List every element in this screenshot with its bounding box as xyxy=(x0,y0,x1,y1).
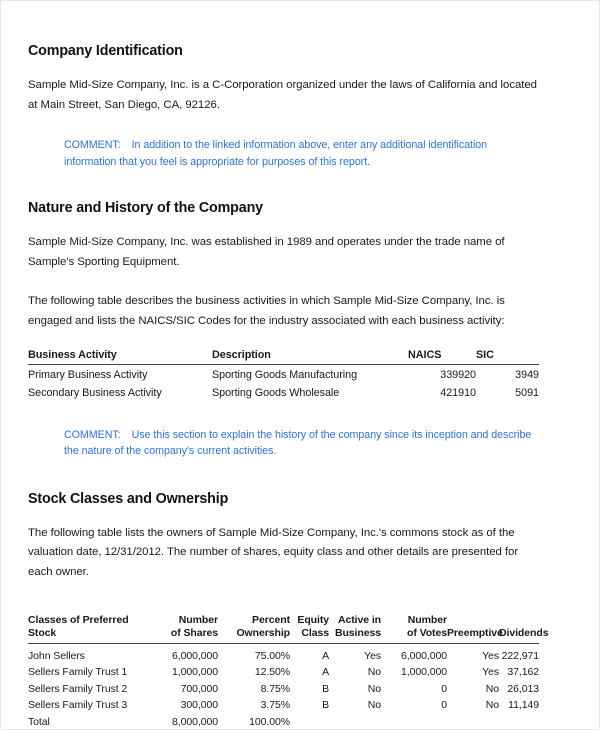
column-header-line1: Number xyxy=(178,613,218,626)
column-header-line1 xyxy=(447,614,499,628)
column-header-line2: of Votes xyxy=(406,627,447,640)
cell-sic: 3949 xyxy=(515,369,539,382)
column-header-line2: Class xyxy=(301,627,329,640)
cell-business-activity: Secondary Business Activity xyxy=(28,387,162,400)
cell-shares: 300,000 xyxy=(180,699,218,712)
column-header-number-of-shares xyxy=(150,600,218,643)
cell-percent: 8.75% xyxy=(260,682,290,695)
cell-preemptive: No xyxy=(485,682,499,695)
cell-dividends: 11,149 xyxy=(508,699,539,712)
cell-active: No xyxy=(367,682,381,695)
stock-ownership-table xyxy=(28,600,549,730)
column-header-percent-ownership xyxy=(218,600,290,643)
column-header-sic: SIC xyxy=(476,348,539,365)
cell-percent: 3.75% xyxy=(260,699,290,712)
cell-percent: 100.00% xyxy=(249,715,290,728)
column-header-classes-of-preferred-stock xyxy=(28,600,150,643)
table-row xyxy=(28,385,539,403)
cell-preemptive: Yes xyxy=(482,666,499,679)
column-header-line1 xyxy=(499,614,539,628)
column-header-active-in-business xyxy=(329,600,381,643)
cell-equity-class: B xyxy=(322,699,329,712)
cell-naics: 339920 xyxy=(440,369,476,382)
column-header-line2: Preemptive xyxy=(447,627,503,640)
cell-naics: 421910 xyxy=(440,387,476,400)
comment-text: In addition to the linked information above, enter any additional identification information that you feel is appropriate for purposes of this report. xyxy=(64,139,488,168)
comment-label: COMMENT: xyxy=(64,428,121,441)
cell-owner: John Sellers xyxy=(28,649,85,662)
cell-dividends: 26,013 xyxy=(507,682,539,695)
column-header-line1: Number xyxy=(407,613,447,626)
column-header-business-activity: Business Activity xyxy=(28,348,212,365)
column-header-line2: Classes of Preferred Stock xyxy=(28,613,129,640)
column-header-line2: Dividends xyxy=(499,627,549,640)
cell-votes: 0 xyxy=(441,682,447,695)
cell-dividends: 222,971 xyxy=(501,649,539,662)
section-heading-company-identification: Company Identification xyxy=(28,43,183,59)
cell-business-activity: Primary Business Activity xyxy=(28,369,148,382)
table-row xyxy=(28,697,539,714)
cell-shares: 700,000 xyxy=(180,682,218,695)
table-header-row xyxy=(28,348,539,365)
comment-label: COMMENT: xyxy=(64,139,121,152)
column-header-line2: Business xyxy=(334,627,381,640)
table-row xyxy=(28,664,539,681)
cell-description: Sporting Goods Manufacturing xyxy=(212,369,358,382)
paragraph-company-identification: Sample Mid-Size Company, Inc. is a C-Corporation organized under the laws of California and located at Main Street, San Diego, CA, 92126. xyxy=(28,79,537,111)
column-header-line2: Ownership xyxy=(236,627,290,640)
cell-owner: Total xyxy=(28,715,50,728)
paragraph-nature-history-2: The following table describes the business activities in which Sample Mid-Size Company, Inc. is engaged and lists the NAICS/SIC Codes for the industry associated with each business activity: xyxy=(28,295,505,327)
column-header-line1: Percent xyxy=(252,613,290,626)
cell-percent: 75.00% xyxy=(254,649,290,662)
section-heading-nature-and-history: Nature and History of the Company xyxy=(28,200,263,217)
cell-active xyxy=(329,714,381,730)
section-heading-stock-classes-and-ownership: Stock Classes and Ownership xyxy=(28,490,229,507)
cell-equity-class: B xyxy=(322,682,329,695)
cell-dividends xyxy=(499,714,539,730)
cell-preemptive: Yes xyxy=(482,649,499,662)
cell-shares: 1,000,000 xyxy=(172,666,218,679)
cell-owner: Sellers Family Trust 1 xyxy=(28,666,128,679)
comment-block-nature-and-history xyxy=(64,427,538,460)
cell-equity-class: A xyxy=(322,649,329,662)
table-row-total xyxy=(28,714,539,730)
column-header-line2: of Shares xyxy=(170,627,218,640)
table-row xyxy=(28,681,539,698)
paragraph-stock-classes: The following table lists the owners of Sample Mid-Size Company, Inc.'s commons stock as of the valuation date, 12/31/2012. The number of shares, equity class and other details are presented for each owner. xyxy=(28,526,519,578)
comment-block-company-identification xyxy=(64,137,538,170)
table-row xyxy=(28,365,539,385)
column-header-number-of-votes xyxy=(381,600,447,643)
stock-table-body xyxy=(28,643,539,730)
cell-votes: 0 xyxy=(441,699,447,712)
cell-owner: Sellers Family Trust 3 xyxy=(28,699,128,712)
cell-sic: 5091 xyxy=(515,387,539,400)
cell-equity-class: A xyxy=(322,666,329,679)
document-content xyxy=(28,1,549,730)
cell-description: Sporting Goods Wholesale xyxy=(212,387,340,400)
column-header-line1 xyxy=(28,600,150,614)
cell-preemptive: No xyxy=(485,699,499,712)
cell-owner: Sellers Family Trust 2 xyxy=(28,682,128,695)
column-header-description: Description xyxy=(212,348,408,365)
cell-percent: 12.50% xyxy=(254,666,290,679)
cell-votes xyxy=(381,714,447,730)
cell-equity-class xyxy=(290,714,329,730)
cell-votes: 1,000,000 xyxy=(401,666,447,679)
paragraph-nature-history-1: Sample Mid-Size Company, Inc. was established in 1989 and operates under the trade name of Sample's Sporting Equipment. xyxy=(28,236,505,268)
cell-active: No xyxy=(367,699,381,712)
table-row xyxy=(28,643,539,664)
column-header-preemptive xyxy=(447,600,503,643)
column-header-line1: Equity xyxy=(297,613,329,626)
cell-shares: 6,000,000 xyxy=(172,649,218,662)
table-header-row xyxy=(28,600,539,643)
cell-active: No xyxy=(367,666,381,679)
comment-text: Use this section to explain the history of the company since its inception and describe the nature of the company's current activities. xyxy=(64,428,532,458)
column-header-line1: Active in xyxy=(337,613,381,626)
cell-shares: 8,000,000 xyxy=(172,715,218,728)
cell-dividends: 37,162 xyxy=(507,666,539,679)
column-header-dividends xyxy=(499,600,549,643)
cell-preemptive xyxy=(447,714,499,730)
business-activity-table xyxy=(28,348,539,403)
cell-votes: 6,000,000 xyxy=(401,649,447,662)
column-header-equity-class xyxy=(290,600,329,643)
cell-active: Yes xyxy=(364,649,381,662)
column-header-naics: NAICS xyxy=(408,348,476,365)
